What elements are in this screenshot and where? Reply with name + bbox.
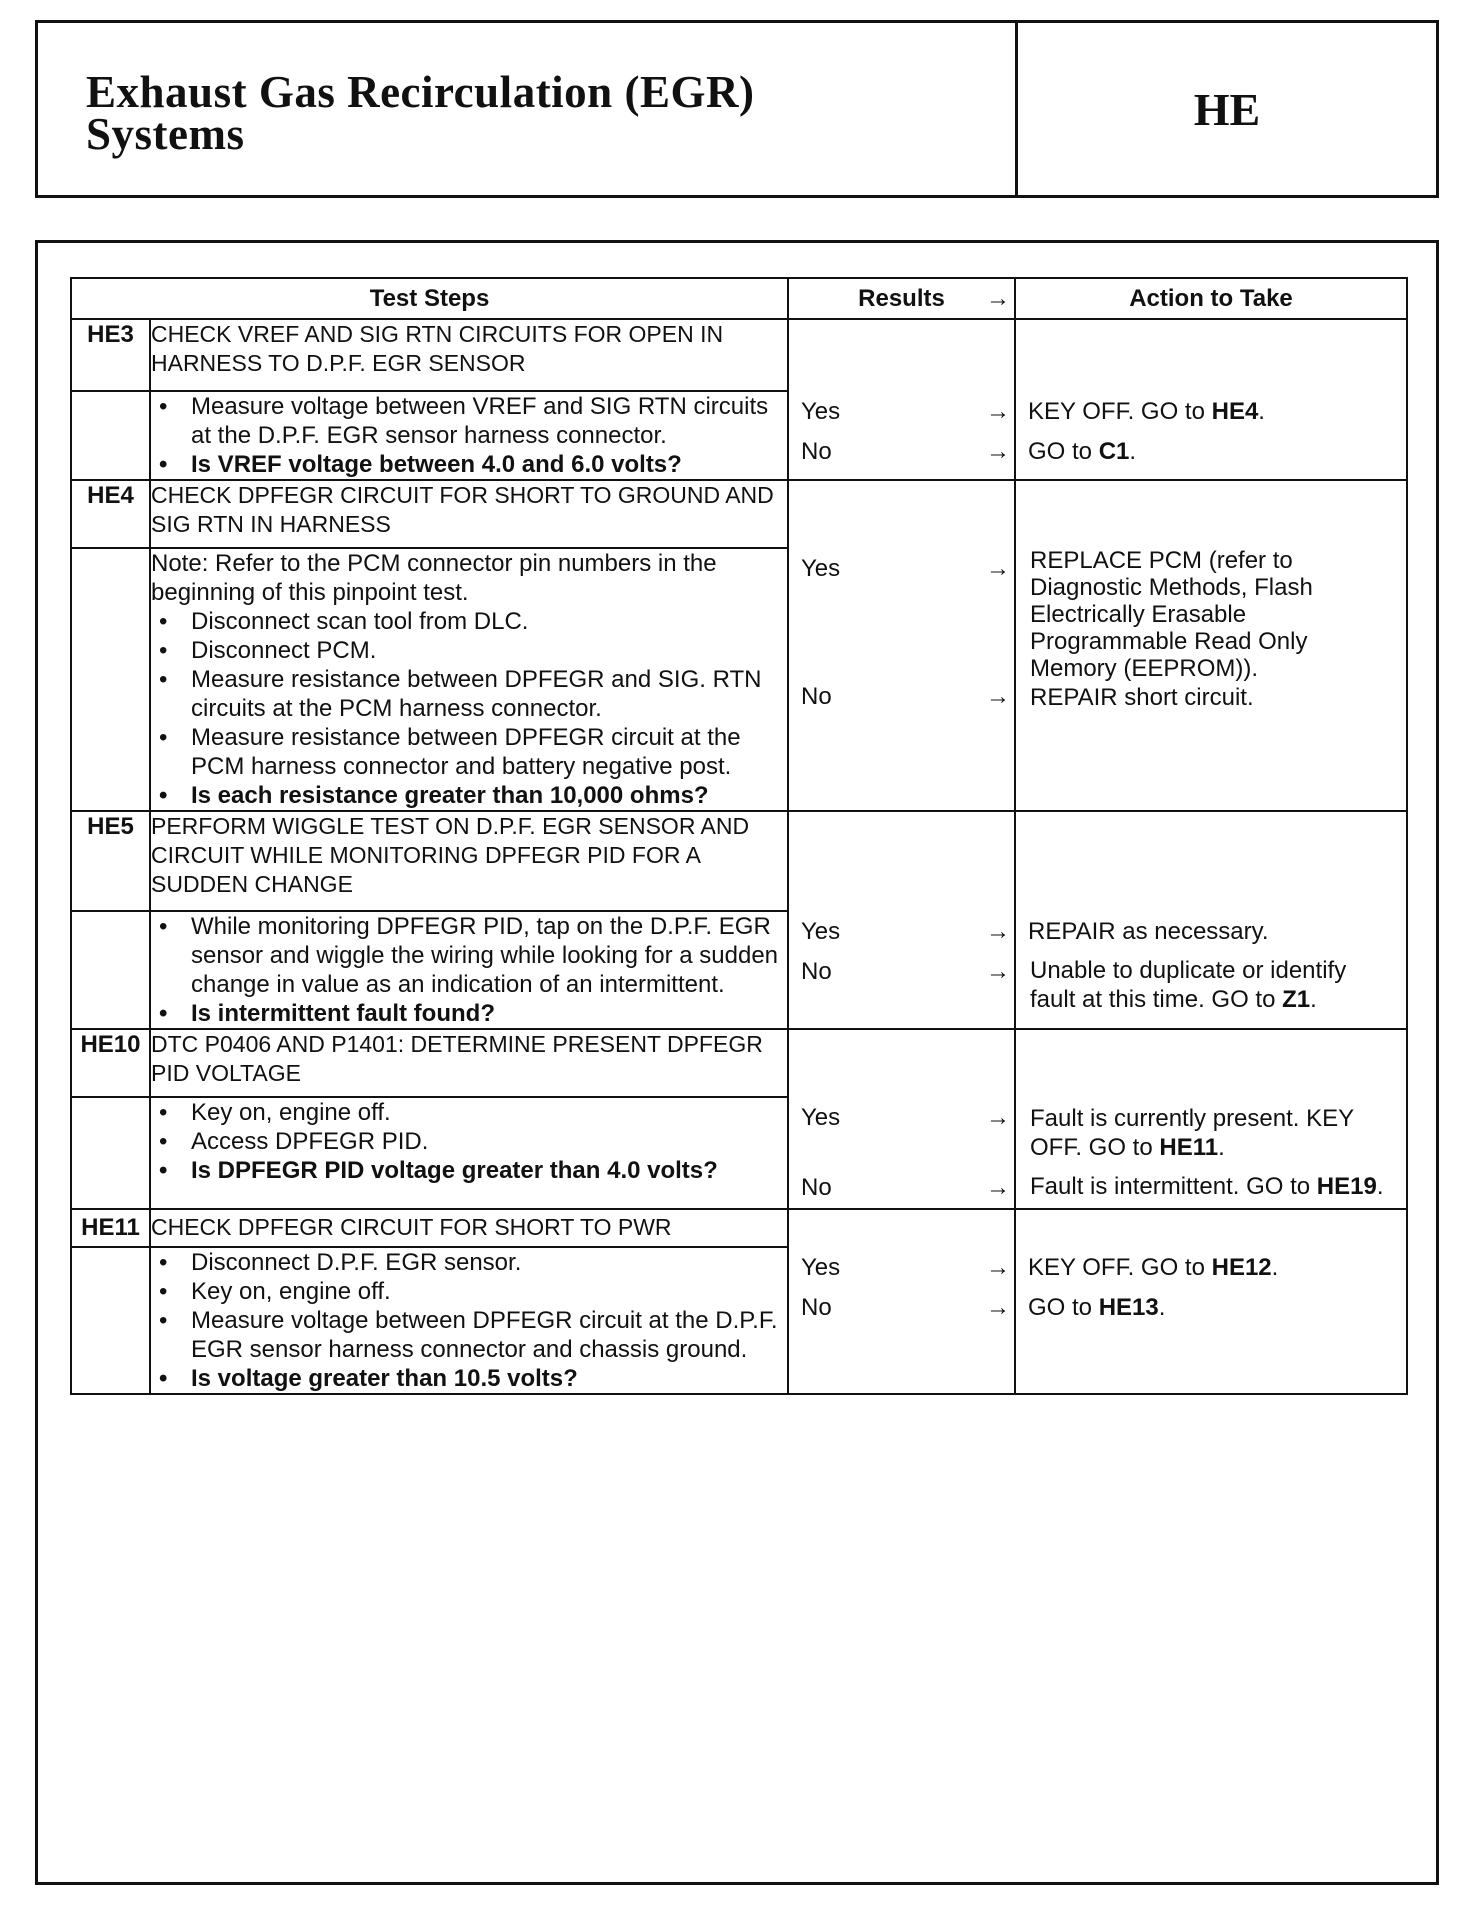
step-actions [1015,1029,1407,1209]
list-item: • While monitoring DPFEGR PID, tap on the D.P.F. EGR sensor and wiggle the wiring while looking for a sudden change in value as an indication of an intermittent. [151,912,787,999]
action-no-ref: HE19 [1316,1173,1377,1200]
result-yes [789,1248,1014,1288]
page-title [86,67,1015,159]
step-heading: CHECK DPFEGR CIRCUIT FOR SHORT TO GROUND AND SIG RTN IN HARNESS [150,480,788,548]
step-heading: CHECK VREF AND SIG RTN CIRCUITS FOR OPEN IN HARNESS TO D.P.F. EGR SENSOR [150,319,788,391]
step-results [788,1029,1015,1209]
action-yes-end: . [1271,1254,1279,1281]
table-header-row [71,278,1407,319]
result-no-label: No [801,683,832,710]
arrow-icon: → [986,285,1010,312]
list-item: • Measure resistance between DPFEGR circuit at the PCM harness connector and battery negative post. [151,723,787,781]
step-results [788,811,1015,1029]
step-question: • Is voltage greater than 10.5 volts? [151,1364,787,1393]
step-results [788,1209,1015,1394]
list-item: • Access DPFEGR PID. [151,1127,787,1156]
action-no-end: . [1310,986,1317,1013]
list-item: • Measure voltage between DPFEGR circuit at the D.P.F. EGR sensor harness connector and chassis ground. [151,1306,787,1364]
action-yes-end: . [1218,1134,1225,1161]
page-header [35,20,1439,198]
arrow-icon: → [986,1174,1010,1201]
arrow-icon: → [986,555,1010,582]
step-actions [1015,1209,1407,1394]
result-yes [789,392,1014,432]
step-heading: PERFORM WIGGLE TEST ON D.P.F. EGR SENSOR AND CIRCUIT WHILE MONITORING DPFEGR PID FOR A SUDDEN CHANGE [150,811,788,911]
action-yes [1016,1098,1406,1162]
step-id-spacer [71,1097,150,1209]
result-yes [789,1098,1014,1138]
action-no [1016,1288,1406,1328]
action-yes-ref: HE11 [1159,1134,1219,1161]
arrow-icon: → [986,958,1010,985]
result-no-label: No [801,1294,832,1321]
section-code: HE [1193,83,1261,135]
result-no [789,1168,1014,1208]
result-no-label: No [801,1174,832,1201]
action-yes-end: . [1258,398,1265,425]
step-heading: CHECK DPFEGR CIRCUIT FOR SHORT TO PWR [150,1209,788,1247]
step-question: • Is DPFEGR PID voltage greater than 4.0 volts? [151,1156,787,1185]
list-item: • Key on, engine off. [151,1277,787,1306]
action-yes-text: Fault is currently present. KEY OFF. GO to [1030,1105,1354,1161]
step-id: HE3 [71,319,150,391]
list-item: • Key on, engine off. [151,1098,787,1127]
step-id-spacer [71,911,150,1029]
action-no-end: . [1376,1173,1384,1200]
action-no-ref: HE13 [1098,1294,1159,1321]
result-no [789,952,1014,992]
step-id: HE5 [71,811,150,911]
action-yes-text: KEY OFF. GO to [1028,398,1212,425]
action-yes-ref: HE12 [1211,1254,1272,1281]
action-yes [1016,1248,1406,1288]
result-yes [789,549,1014,589]
action-no-end: . [1158,1294,1166,1321]
list-item: • Measure voltage between VREF and SIG RTN circuits at the D.P.F. EGR sensor harness connector. [151,392,787,450]
step-id: HE10 [71,1029,150,1097]
step-id-spacer [71,391,150,480]
list-item: • Disconnect D.P.F. EGR sensor. [151,1248,787,1277]
result-yes-label: Yes [801,555,841,582]
result-yes [789,912,1014,952]
action-yes: REPAIR as necessary. [1028,918,1269,945]
title-line-2: Systems [86,109,245,159]
action-yes-ref: HE4 [1211,398,1259,425]
result-no [789,1288,1014,1328]
action-yes: REPLACE PCM (refer to Diagnostic Methods, Flash Electrically Erasable Programmable Read Only Memory (EEPROM)). [1030,547,1313,682]
arrow-icon: → [986,683,1010,710]
step-heading-row [71,319,1407,391]
step-heading-row [71,1029,1407,1097]
list-item: • Disconnect scan tool from DLC. [151,607,787,636]
result-yes-label: Yes [801,1104,841,1131]
result-yes-label: Yes [801,918,841,945]
action-no-text: Unable to duplicate or identify fault at this time. GO to [1030,957,1347,1013]
arrow-icon: → [986,398,1010,425]
step-actions [1015,319,1407,480]
step-id: HE4 [71,480,150,548]
list-item: • Disconnect PCM. [151,636,787,665]
action-yes-text: KEY OFF. GO to [1028,1254,1212,1281]
title-line-1: Exhaust Gas Recirculation (EGR) [86,67,755,117]
content-frame [35,240,1439,1885]
step-results [788,480,1015,811]
action-no-text: GO to [1028,438,1099,465]
step-question: • Is each resistance greater than 10,000 ohms? [151,781,787,810]
action-no: REPAIR short circuit. [1030,684,1254,711]
step-body [150,548,788,811]
arrow-icon: → [986,438,1010,465]
step-body [150,911,788,1029]
arrow-icon: → [986,1104,1010,1131]
list-item: • Measure resistance between DPFEGR and SIG. RTN circuits at the PCM harness connector. [151,665,787,723]
result-yes-label: Yes [801,1254,841,1281]
step-id: HE11 [71,1209,150,1247]
action-no-text: Fault is intermittent. GO to [1030,1173,1317,1200]
section-code-cell [1018,23,1436,195]
col-header-results [788,278,1015,319]
col-header-test-steps: Test Steps [71,278,788,319]
step-actions [1015,480,1407,811]
action-no [1016,432,1406,472]
action-no-ref: Z1 [1282,986,1311,1013]
col-header-action: Action to Take [1015,278,1407,319]
step-id-spacer [71,1247,150,1394]
step-id-spacer [71,548,150,811]
title-cell [38,23,1018,195]
result-no [789,677,1014,717]
action-no-text: GO to [1028,1294,1099,1321]
step-body [150,1097,788,1209]
action-no-ref: C1 [1098,438,1130,465]
test-steps-table [70,277,1408,1395]
col-header-results-label: Results [858,285,945,312]
arrow-icon: → [986,1294,1010,1321]
step-actions [1015,811,1407,1029]
action-yes [1016,392,1406,432]
result-no-label: No [801,958,832,985]
action-no [1016,1162,1406,1201]
action-no-end: . [1129,438,1137,465]
step-heading-row [71,480,1407,548]
result-no-label: No [801,438,832,465]
step-body [150,391,788,480]
step-heading: DTC P0406 AND P1401: DETERMINE PRESENT DPFEGR PID VOLTAGE [150,1029,788,1097]
step-results [788,319,1015,480]
step-question: • Is intermittent fault found? [151,999,787,1028]
step-heading-row [71,1209,1407,1247]
step-note: Note: Refer to the PCM connector pin numbers in the beginning of this pinpoint test. [151,550,717,606]
action-no [1016,952,1406,1014]
step-body [150,1247,788,1394]
result-no [789,432,1014,472]
result-yes-label: Yes [801,398,841,425]
step-question: • Is VREF voltage between 4.0 and 6.0 volts? [151,450,787,479]
arrow-icon: → [986,1254,1010,1281]
arrow-icon: → [986,918,1010,945]
step-heading-row [71,811,1407,911]
